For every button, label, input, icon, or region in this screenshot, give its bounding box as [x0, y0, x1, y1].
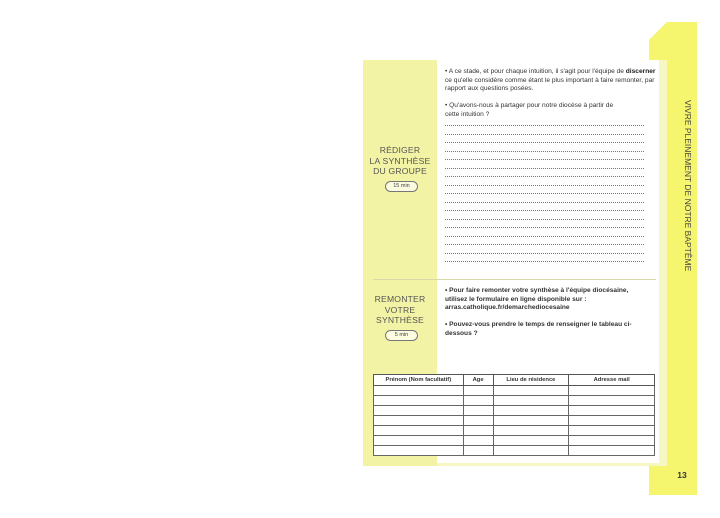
- duration-badge: 5 min: [385, 330, 418, 341]
- table-cell[interactable]: [463, 416, 493, 426]
- writing-line[interactable]: [445, 151, 644, 152]
- step-title-line: RÉDIGER: [379, 145, 421, 155]
- writing-line[interactable]: [445, 134, 644, 135]
- writing-line[interactable]: [445, 236, 644, 237]
- table-row: [374, 436, 655, 446]
- table-cell[interactable]: [493, 436, 569, 446]
- table-cell[interactable]: [463, 396, 493, 406]
- table-row: [374, 406, 655, 416]
- table-cell[interactable]: [463, 386, 493, 396]
- writing-line[interactable]: [445, 176, 644, 177]
- col-header-prenom: Prénom (Nom facultatif): [374, 375, 464, 386]
- step-title-remonter: [363, 294, 437, 326]
- step-title-line: LA SYNTHÈSE: [369, 155, 431, 166]
- writing-line[interactable]: [445, 159, 644, 160]
- col-header-lieu: Lieu de résidence: [493, 375, 569, 386]
- section-divider: [373, 279, 656, 280]
- table-row: [374, 416, 655, 426]
- table-cell[interactable]: [569, 426, 655, 436]
- writing-line[interactable]: [445, 261, 644, 262]
- table-cell[interactable]: [463, 436, 493, 446]
- instruction-discerner: • A ce stade, et pour chaque intuition, il s'agit pour l'équipe de discerner ce qu'elle considère comme étant le plus important à faire remonter, par rapport aux questions posées.: [445, 68, 656, 93]
- table-cell[interactable]: [374, 426, 464, 436]
- table-cell[interactable]: [493, 416, 569, 426]
- writing-line[interactable]: [445, 210, 644, 211]
- step-title-line: DU GROUPE: [373, 166, 427, 176]
- table-cell[interactable]: [493, 386, 569, 396]
- writing-line[interactable]: [445, 125, 644, 126]
- side-tab-corner: [649, 22, 667, 40]
- table-cell[interactable]: [374, 436, 464, 446]
- table-cell[interactable]: [374, 386, 464, 396]
- step-title-rediger: [363, 145, 437, 177]
- col-header-email: Adresse mail: [569, 375, 655, 386]
- writing-line[interactable]: [445, 253, 644, 254]
- participant-table: [373, 374, 655, 456]
- step-title-line: REMONTER: [374, 294, 426, 304]
- writing-line[interactable]: [445, 142, 644, 143]
- table-cell[interactable]: [569, 446, 655, 456]
- writing-line[interactable]: [445, 185, 644, 186]
- table-row: [374, 386, 655, 396]
- table-row: [374, 446, 655, 456]
- table-cell[interactable]: [374, 416, 464, 426]
- emphasis-discerner: discerner: [625, 68, 656, 75]
- table-row: [374, 396, 655, 406]
- table-cell[interactable]: [569, 436, 655, 446]
- writing-line[interactable]: [445, 168, 644, 169]
- step-title-line: VOTRE: [384, 304, 416, 315]
- writing-line[interactable]: [445, 219, 644, 220]
- writing-line[interactable]: [445, 202, 644, 203]
- page-number: 13: [677, 470, 687, 480]
- table-cell[interactable]: [569, 406, 655, 416]
- table-header-row: [374, 375, 655, 386]
- table-cell[interactable]: [374, 396, 464, 406]
- table-cell[interactable]: [569, 386, 655, 396]
- instruction-formulaire: • Pour faire remonter votre synthèse à l'équipe diocésaine, utilisez le formulaire en ligne disponible sur : arras.catholique.fr/demarchediocesaine: [445, 287, 629, 312]
- duration-badge: 15 min: [385, 181, 418, 192]
- table-cell[interactable]: [493, 446, 569, 456]
- table-cell[interactable]: [374, 446, 464, 456]
- table-cell[interactable]: [569, 416, 655, 426]
- table-row: [374, 426, 655, 436]
- step-title-line: SYNTHÈSE: [376, 315, 424, 325]
- col-header-age: Age: [463, 375, 493, 386]
- writing-line[interactable]: [445, 193, 644, 194]
- question-tableau: • Pouvez-vous prendre le temps de renseigner le tableau ci-dessous ?: [445, 321, 632, 337]
- question-partager: • Qu'avons-nous à partager pour notre diocèse à partir de cette intuition ?: [445, 102, 614, 118]
- table-cell[interactable]: [463, 446, 493, 456]
- table-cell[interactable]: [463, 426, 493, 436]
- chapter-title: VIVRE PLEINEMENT DE NOTRE BAPTÊME: [683, 100, 693, 272]
- table-cell[interactable]: [569, 396, 655, 406]
- writing-line[interactable]: [445, 227, 644, 228]
- table-cell[interactable]: [493, 426, 569, 436]
- table-cell[interactable]: [463, 406, 493, 416]
- table-cell[interactable]: [493, 406, 569, 416]
- table-cell[interactable]: [493, 396, 569, 406]
- writing-line[interactable]: [445, 244, 644, 245]
- table-cell[interactable]: [374, 406, 464, 416]
